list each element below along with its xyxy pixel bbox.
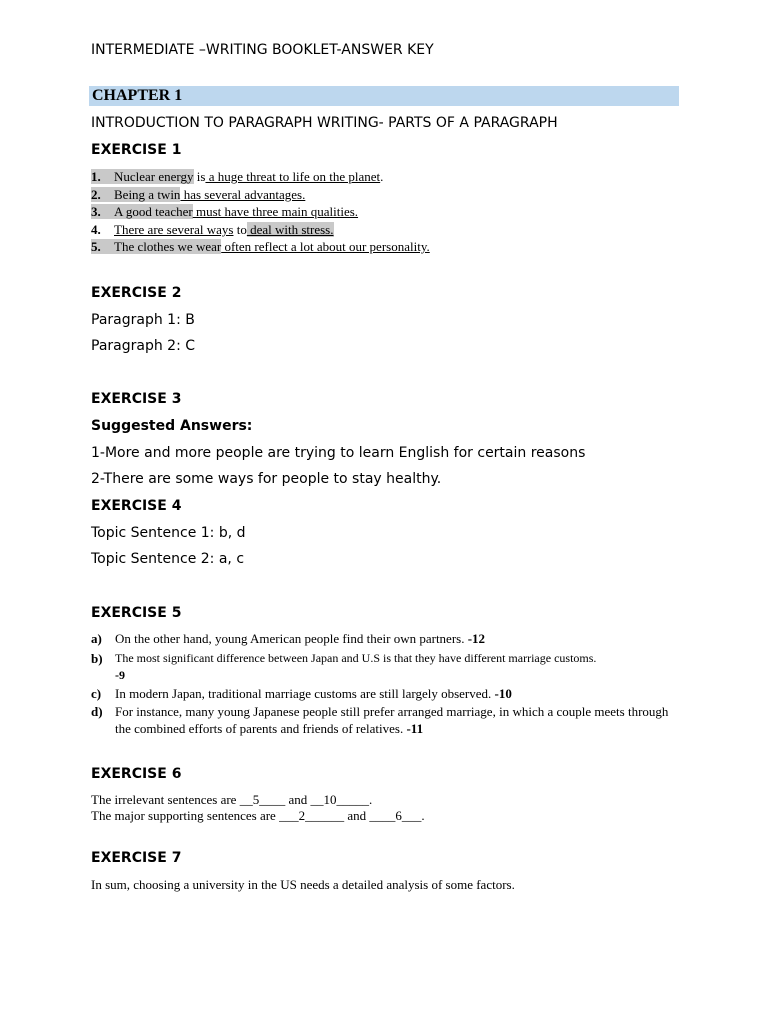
exercise-5-item: b) The most significant difference between Japan and U.S is that they have different marriage customs. -9 xyxy=(91,651,597,682)
exercise-5-item: c) In modern Japan, traditional marriage customs are still largely observed. -10 xyxy=(91,686,512,701)
exercise-1-item: 5. The clothes we wear often reflect a lot about our personality. xyxy=(91,239,430,254)
exercise-2-title: EXERCISE 2 xyxy=(91,285,182,301)
section-title: INTRODUCTION TO PARAGRAPH WRITING- PARTS OF A PARAGRAPH xyxy=(91,115,558,131)
exercise-1-item: 2. Being a twin has several advantages. xyxy=(91,187,306,202)
document-header: INTERMEDIATE –WRITING BOOKLET-ANSWER KEY xyxy=(91,42,434,58)
exercise-6-answer: The major supporting sentences are ___2______ and ____6___. xyxy=(91,808,425,823)
exercise-3-title: EXERCISE 3 xyxy=(91,391,182,407)
exercise-1-item: 4. There are several ways to deal with stress. xyxy=(91,222,334,237)
exercise-4-title: EXERCISE 4 xyxy=(91,498,182,514)
exercise-7-answer: In sum, choosing a university in the US needs a detailed analysis of some factors. xyxy=(91,877,515,892)
exercise-5-title: EXERCISE 5 xyxy=(91,605,182,621)
exercise-7-title: EXERCISE 7 xyxy=(91,850,182,866)
exercise-6-title: EXERCISE 6 xyxy=(91,766,182,782)
exercise-1-item: 3. A good teacher must have three main qualities. xyxy=(91,204,359,219)
exercise-3-subtitle: Suggested Answers: xyxy=(91,418,253,434)
exercise-4-answer: Topic Sentence 1: b, d xyxy=(91,525,246,541)
exercise-1-title: EXERCISE 1 xyxy=(91,142,182,158)
exercise-3-answer: 2-There are some ways for people to stay healthy. xyxy=(91,471,442,487)
exercise-2-answer: Paragraph 1: B xyxy=(91,312,195,328)
exercise-3-answer: 1-More and more people are trying to learn English for certain reasons xyxy=(91,445,586,461)
exercise-5-item: a) On the other hand, young American people find their own partners. -12 xyxy=(91,631,486,646)
chapter-title: CHAPTER 1 xyxy=(92,87,183,104)
exercise-4-answer: Topic Sentence 2: a, c xyxy=(91,551,245,567)
exercise-5-item: d) For instance, many young Japanese people still prefer arranged marriage, in which a couple meets through the combined efforts of parents and friends of relatives. -11 xyxy=(91,704,669,736)
exercise-1-item: 1. Nuclear energy is a huge threat to life on the planet. xyxy=(91,169,384,184)
exercise-6-answer: The irrelevant sentences are __5____ and __10_____. xyxy=(91,792,373,807)
exercise-2-answer: Paragraph 2: C xyxy=(91,338,196,354)
